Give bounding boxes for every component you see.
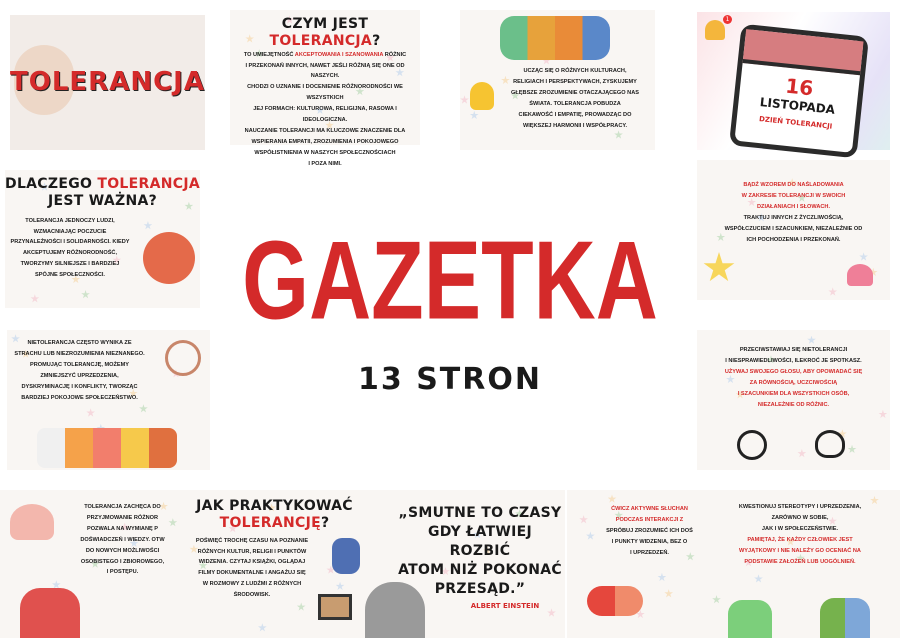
text-line [597, 504, 702, 515]
text-segment: SPRÓBUJ ZROZUMIEĆ ICH DOŚ [606, 527, 693, 534]
text-segment: DYSKRYMINACJĘ I KONFLIKTY, TWORZĄC [21, 383, 138, 390]
text-line [701, 356, 886, 367]
text-segment: POŚWIĘĆ TROCHĘ CZASU NA POZNANIE [195, 537, 309, 544]
calendar-month: LISTOPADA [759, 95, 836, 117]
text-segment: ZARÓWNO W SOBIE, [771, 514, 829, 521]
text-segment: I SZACUNKIEM DLA WSZYSTKICH OSÓB, [737, 390, 850, 397]
intolerance-card [7, 330, 210, 470]
text-line [60, 524, 185, 535]
text-segment: WSPÓŁCZUCIEM I SZACUNKIEM, NIEZALEŻNIE OD [724, 225, 863, 232]
text-segment: PODCZAS INTERAKCJI Z [615, 516, 684, 523]
text-line [7, 338, 152, 349]
reading-child-icon [332, 538, 360, 574]
text-line [182, 579, 322, 590]
two-women-icon [20, 588, 80, 638]
peace-icon [737, 430, 767, 460]
text-segment: I NIESPRAWIEDLIWOŚCI, ILEKROĆ JE SPOTKASZ. [725, 357, 862, 364]
text-segment: JAK I W SPOŁECZEŃSTWIE. [761, 525, 839, 532]
text-line [704, 513, 896, 524]
card-title [10, 67, 205, 98]
handshake-kids-icon [820, 598, 870, 638]
text-segment: AKCEPTOWANIA I SZANOWANIA [294, 51, 384, 58]
quote-card [365, 490, 565, 638]
text-line [701, 345, 886, 356]
calendar-card [697, 12, 890, 150]
text-line [701, 389, 886, 400]
text-line [704, 502, 896, 513]
text-segment: STRACHU LUB NIEZROZUMIENIA NIEZNANEGO. [14, 350, 145, 357]
text-segment: SPÓJNE SPOŁECZNOŚCI. [35, 272, 105, 279]
text-line [701, 224, 886, 235]
text-segment: I UPRZEDZEŃ. [630, 549, 669, 556]
quote-author: ALBERT EINSTEIN [470, 602, 540, 611]
text-segment: TO UMIEJĘTNOŚĆ [243, 51, 295, 58]
title-part: JAK PRAKTYKOWAĆ [196, 498, 353, 514]
star-decoration [664, 589, 673, 598]
star-decoration [828, 287, 837, 296]
star-decoration [336, 582, 345, 591]
calendar-icon [729, 24, 869, 159]
text-segment: I POZA NIMI. [308, 160, 342, 167]
text-segment: TRAKTUJ INNYCH Z ŻYCZLIWOŚCIĄ, [743, 214, 844, 221]
text-line [701, 191, 886, 202]
card-text [60, 502, 185, 578]
text-segment: TOLERANCJA ZACHĘCA DO [84, 504, 161, 510]
text-segment: WSPÓŁISTNIENIA W NASZYCH SPOŁECZNOŚCIACH [254, 149, 396, 156]
text-line [234, 50, 416, 61]
text-line [597, 537, 702, 548]
card-text [701, 345, 886, 410]
what-is-tolerance-card [230, 10, 420, 167]
text-line [234, 126, 416, 137]
star-decoration [460, 95, 469, 104]
text-segment: I POSTĘPU. [106, 569, 139, 576]
text-line [182, 568, 322, 579]
text-line [500, 121, 650, 132]
people-hearts-icon [37, 428, 177, 468]
heart-brain-icon [587, 586, 643, 616]
star-hero-icon [703, 252, 735, 284]
star-decoration [470, 111, 479, 120]
text-line [234, 61, 416, 83]
text-line [701, 213, 886, 224]
center-subtitle: 13 STRON [358, 362, 542, 397]
card-text [7, 338, 152, 403]
title-part: TOLERANCJA [10, 67, 205, 97]
card-text [701, 180, 886, 245]
text-segment: POZWALA NA WYMIANĘ P [86, 525, 159, 532]
text-segment: ICH POCHODZENIA I PRZEKONAŃ. [746, 236, 841, 243]
text-line [234, 148, 416, 159]
calendar-event: DZIEŃ TOLERANCJI [758, 115, 833, 131]
star-decoration [807, 336, 816, 345]
text-line [5, 227, 135, 238]
text-segment: BARDZIEJ POKOJOWE SPOŁECZEŃSTWO. [21, 394, 138, 401]
text-segment: WYJĄTKOWY I NIE NALEŻY GO OCENIAĆ NA [739, 547, 861, 554]
handshake-heart-icon [815, 430, 845, 458]
text-segment: BĄDŹ WZOREM DO NAŚLADOWANIA [743, 182, 844, 188]
text-segment: DZIAŁANIACH I SŁOWACH. [756, 203, 831, 210]
bell-icon [705, 20, 725, 40]
text-segment: CHODZI O UZNANIE I DOCENIENIE RÓŻNORODNOŚCI WE WSZYSTKICH [247, 84, 403, 102]
text-line [701, 367, 886, 378]
card-text [234, 50, 416, 170]
text-segment: CIEKAWOŚĆ I EMPATIĘ, PROWADZĄC DO [518, 111, 632, 118]
text-line [701, 235, 886, 246]
text-line [234, 159, 416, 170]
notification-badge: 1 [723, 15, 732, 24]
text-line [182, 547, 322, 558]
text-segment: WIĘKSZEJ HARMONII I WSPÓŁPRACY. [522, 122, 628, 129]
text-segment: FILMY DOKUMENTALNE I ANGAŻUJ SIĘ [198, 570, 306, 577]
lightbulb-icon [470, 82, 494, 110]
title-part: CZYM JEST [281, 16, 369, 32]
text-line [597, 526, 702, 537]
text-line [5, 248, 135, 259]
text-line [500, 77, 650, 88]
text-segment: TOLERANCJA JEDNOCZY LUDZI, [25, 217, 115, 224]
text-segment: UŻYWAJ SWOJEGO GŁOSU, ABY OPOWIADAĆ SIĘ [724, 368, 863, 375]
text-segment: W ZAKRESIE TOLERANCJI W SWOICH [741, 192, 846, 199]
text-line [5, 270, 135, 281]
kids-playing-icon [728, 600, 772, 638]
text-segment: PROMUJĄC TOLERANCJĘ, MOŻEMY [29, 361, 130, 368]
text-line [500, 66, 650, 77]
children-group-icon [500, 16, 610, 60]
text-line [5, 216, 135, 227]
active-listening-card [567, 490, 702, 638]
star-decoration [657, 573, 666, 582]
text-segment: ĆWICZ AKTYWNE SŁUCHAN [611, 506, 688, 512]
text-line [701, 202, 886, 213]
text-line [7, 382, 152, 393]
star-decoration [754, 574, 763, 583]
star-decoration [859, 252, 868, 261]
text-segment: ZMNIEJSZYĆ UPRZEDZENIA, [40, 372, 119, 379]
star-decoration [797, 449, 806, 458]
title-part: ? [372, 32, 381, 49]
text-line [5, 237, 135, 248]
text-segment: WSPIERANIA EMPATII, ZROZUMIENIA I POKOJOWEGO [251, 138, 399, 145]
text-segment: I PUNKTY WIDZENIA, BEZ O [611, 538, 688, 545]
star-decoration [848, 445, 857, 454]
text-segment: NIEZALEŻNIE OD RÓŻNIC. [757, 401, 830, 408]
text-segment: ŚWIATA. TOLERANCJA POBUDZA [529, 100, 621, 107]
text-segment: AKCEPTUJEMY RÓŻNORODNOŚĆ, [22, 250, 118, 257]
text-line [704, 524, 896, 535]
text-line [60, 557, 185, 568]
title-part: TOLERANCJĘ [219, 514, 321, 531]
star-decoration [586, 531, 595, 540]
card-text [5, 216, 135, 281]
text-line [597, 548, 702, 559]
star-decoration [81, 290, 90, 299]
star-decoration [258, 623, 267, 632]
text-segment: I PRZEKONAŃ INNYCH, NAWET JEŚLI RÓŻNIĄ SIĘ ONE OD NASZYCH. [245, 62, 405, 80]
text-line [234, 104, 416, 126]
title-part: TOLERANCJA [97, 176, 200, 192]
text-line [60, 513, 185, 524]
text-line [704, 557, 896, 568]
text-line [60, 502, 185, 513]
text-segment: PRZECIWSTAWIAJ SIĘ NIETOLERANCJI [739, 347, 848, 353]
oppose-intolerance-card [697, 330, 890, 470]
text-line [500, 110, 650, 121]
star-decoration [30, 294, 39, 303]
text-segment: PRZYJMOWANIE RÓŻNOR [86, 514, 159, 521]
text-segment: NAUCZANIE TOLERANCJI MA KLUCZOWE ZNACZENIE DLA [244, 127, 406, 134]
star-decoration [579, 515, 588, 524]
text-segment: JEJ FORMACH: KULTUROWA, RELIGIJNA, RASOWA I IDEOLOGICZNA. [253, 106, 397, 124]
star-decoration [614, 130, 623, 139]
why-tolerance-card [5, 170, 200, 308]
how-to-practice-card [182, 490, 367, 638]
heart-hands-icon [10, 504, 54, 540]
text-segment: DOŚWIADCZEŃ I WIEDZY. OTW [80, 536, 165, 543]
title-part: „SMUTNE TO CZASY GDY ŁATWIEJ ROZBIĆ ATOM NIŻ POKONAĆ PRZESĄD.” [398, 505, 562, 597]
question-stereotypes-card [700, 490, 900, 638]
title-part: JEST WAŻNA? [47, 192, 158, 209]
star-decoration [878, 410, 887, 419]
text-segment: RÓŻNIC [383, 51, 407, 58]
tolerance-encourages-card [0, 490, 185, 638]
text-segment: ŚRODOWISK. [233, 592, 271, 599]
text-line [182, 590, 322, 601]
text-line [182, 536, 322, 547]
laptop-icon [318, 594, 352, 620]
card-title [234, 16, 416, 50]
star-decoration [86, 408, 95, 417]
text-line [60, 546, 185, 557]
text-segment: RELIGIACH I PERSPEKTYWACH, ZYSKUJEMY [513, 78, 637, 85]
text-line [5, 259, 135, 270]
text-segment: UCZĄC SIĘ O RÓŻNYCH KULTURACH, [523, 68, 627, 74]
text-line [7, 349, 152, 360]
text-segment: W ROZMOWY Z LUDŹMI Z RÓŻNYCH [202, 581, 302, 588]
text-segment: ZA RÓWNOŚCIĄ, UCZCIWOŚCIĄ [749, 379, 838, 386]
star-decoration [297, 602, 306, 611]
text-line [60, 567, 185, 578]
learning-cultures-card [460, 10, 655, 150]
text-segment: KWESTIONUJ STEREOTYPY I UPRZEDZENIA, [738, 504, 862, 510]
text-segment: TWORZYMY SILNIEJSZE I BARDZIEJ [20, 261, 120, 268]
card-title [5, 176, 200, 210]
text-line [7, 393, 152, 404]
text-line [7, 360, 152, 371]
card-title [182, 498, 367, 532]
text-line [704, 546, 896, 557]
title-card [10, 15, 205, 150]
title-part: DLACZEGO [5, 176, 98, 192]
people-circle-icon [143, 232, 195, 284]
text-segment: WIDZENIA. CZYTAJ KSIĄŻKI, OGLĄDAJ [198, 559, 306, 566]
star-decoration [608, 494, 617, 503]
star-decoration [143, 221, 152, 230]
card-text [182, 536, 322, 601]
text-line [597, 515, 702, 526]
be-role-model-card [697, 160, 890, 300]
hands-star-icon [165, 340, 201, 376]
text-line [701, 180, 886, 191]
title-part: TOLERANCJA [269, 32, 373, 49]
star-decoration [139, 404, 148, 413]
card-text [500, 66, 650, 131]
text-line [60, 535, 185, 546]
text-line [7, 371, 152, 382]
text-segment: PODSTAWIE ZAŁOŻEŃ LUB UOGÓLNIEŃ. [744, 558, 856, 565]
text-line [234, 137, 416, 148]
text-segment: WZMACNIAJĄC POCZUCIE [33, 228, 107, 235]
text-line [182, 557, 322, 568]
text-segment: PAMIĘTAJ, ŻE KAŻDY CZŁOWIEK JEST [747, 536, 853, 543]
text-line [701, 378, 886, 389]
center-title: GAZETKA [242, 218, 658, 344]
heart-hand-icon [847, 264, 873, 286]
text-line [234, 82, 416, 104]
text-segment: NIETOLERANCJA CZĘSTO WYNIKA ZE [27, 340, 132, 346]
text-segment: GŁĘBSZE ZROZUMIENIE OTACZAJĄCEGO NAS [511, 89, 639, 96]
text-line [500, 99, 650, 110]
star-decoration [712, 595, 721, 604]
title-part: ? [320, 514, 330, 531]
text-segment: OSOBISTEGO I ZBIOROWEGO, [80, 558, 165, 565]
text-line [500, 88, 650, 99]
text-line [704, 535, 896, 546]
text-line [701, 400, 886, 411]
text-segment: DO NOWYCH MOŻLIWOŚCI [85, 547, 160, 554]
calendar-day: 16 [784, 73, 815, 101]
card-text [597, 504, 702, 559]
text-segment: PRZYNALEŻNOŚCI I SOLIDARNOŚCI. KIEDY [10, 239, 130, 246]
text-segment: RÓŻNYCH KULTUR, RELIGII I PUNKTÓW [197, 548, 307, 555]
card-title [395, 504, 565, 598]
card-text [704, 502, 896, 567]
